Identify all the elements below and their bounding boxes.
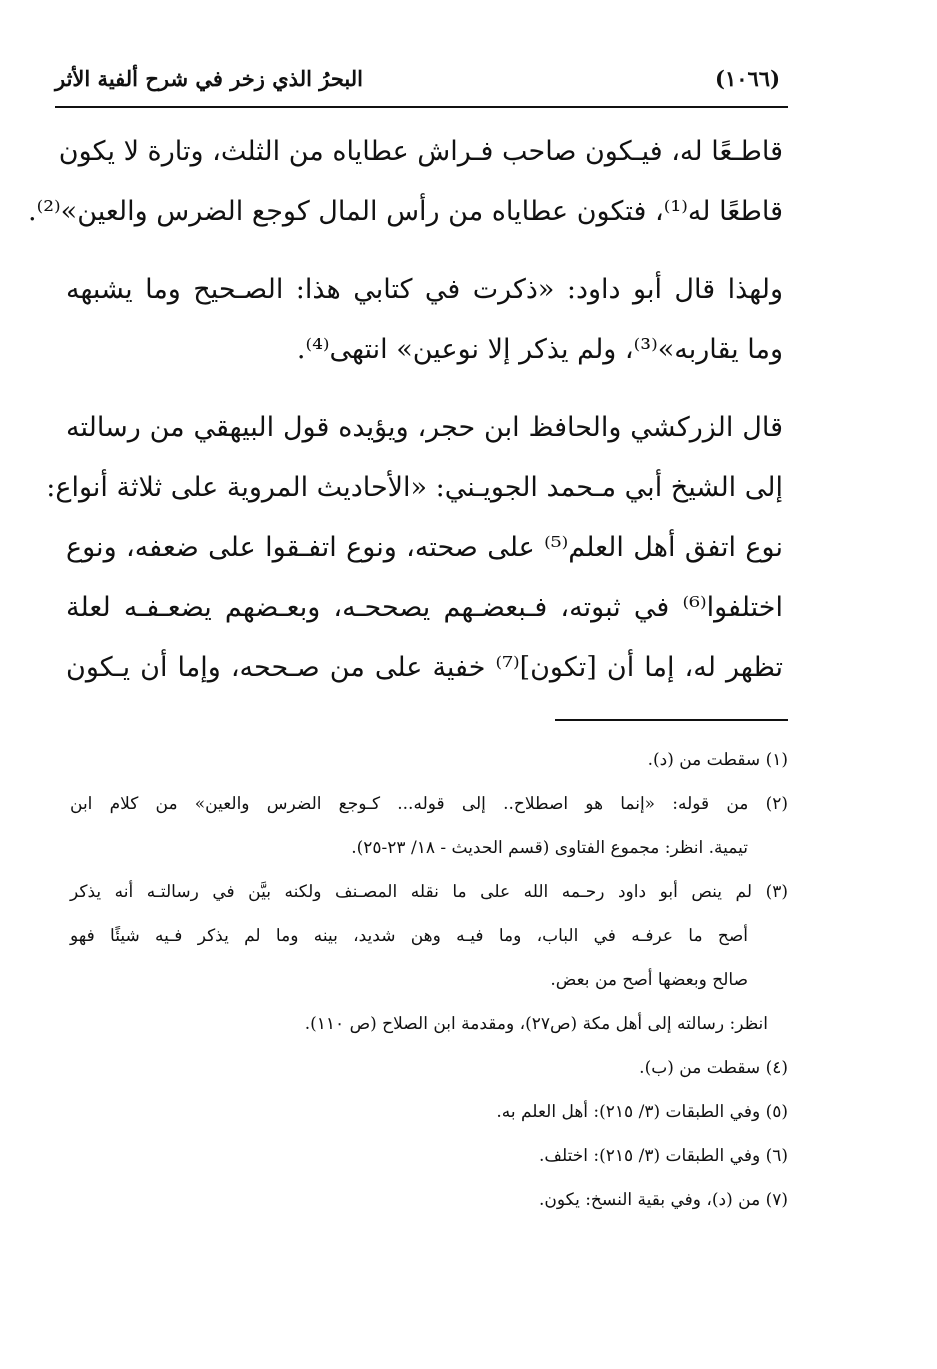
text-line: قال الزركشي والحافظ ابن حجر، ويؤيده قول البيهقي من رسالته bbox=[66, 412, 783, 443]
footnote-3-continued: صالح وبعضها أصح من بعض. bbox=[550, 970, 748, 990]
text-line: تظهر له، إما أن [تكون]⁽⁷⁾ خفية على من صـححه، وإما أن يـكون bbox=[66, 652, 783, 683]
paragraph bbox=[28, 122, 783, 242]
footnote-3: (٣) لم ينص أبو داود رحـمه الله على ما نقله المصـنف ولكنه بيَّن في رسالتـه أنه يذكر bbox=[70, 882, 788, 902]
footnote-2-continued: تيمية. انظر: مجموع الفتاوى (قسم الحديث - ١٨/ ٢٣-٢٥). bbox=[351, 838, 748, 858]
footnote-5: (٥) وفي الطبقات (٣/ ٢١٥): أهل العلم به. bbox=[496, 1102, 788, 1122]
footnote-6: (٦) وفي الطبقات (٣/ ٢١٥): اختلف. bbox=[539, 1146, 788, 1166]
footnote-3-continued: أصح ما عرفـه في الباب، وما فيـه وهن شديد، بينه وما لم يذكر فـيه شيئًا فهو bbox=[70, 926, 748, 946]
paragraph bbox=[46, 398, 783, 698]
book-title: البحرُ الذي زخر في شرح ألفية الأثر bbox=[55, 66, 363, 91]
text-line: قاطـعًا له، فيـكون صاحب فـراش عطاياه من الثلث، وتارة لا يكون bbox=[58, 136, 783, 167]
footnote-3-reference: انظر: رسالته إلى أهل مكة (ص٢٧)، ومقدمة ابن الصلاح (ص ١١٠). bbox=[304, 1014, 768, 1034]
footnote-4: (٤) سقطت من (ب). bbox=[639, 1058, 788, 1078]
footnotes bbox=[70, 738, 788, 1222]
text-line: اختلفوا⁽⁶⁾ في ثبوته، فـبعضـهم يصححـه، وبعـضهم يضعـفـه لعلة bbox=[66, 592, 783, 623]
header-divider bbox=[55, 106, 788, 108]
footnote-divider bbox=[555, 719, 788, 721]
footnote-1: (١) سقطت من (د). bbox=[647, 750, 788, 770]
text-line: نوع اتفق أهل العلم⁽⁵⁾ على صحته، ونوع اتفـقوا على ضعفه، ونوع bbox=[66, 532, 783, 563]
main-text bbox=[28, 122, 783, 716]
text-line: ولهذا قال أبو داود: «ذكرت في كتابي هذا: الصـحيح وما يشبهه bbox=[66, 274, 783, 305]
paragraph bbox=[66, 260, 783, 380]
page-number: (١٠٦٦) bbox=[715, 66, 780, 91]
text-line: وما يقاربه»⁽³⁾، ولم يذكر إلا نوعين» انتهى⁽⁴⁾. bbox=[296, 334, 783, 365]
text-line: إلى الشيخ أبي مـحمد الجويـني: «الأحاديث المروية على ثلاثة أنواع: bbox=[46, 472, 783, 503]
footnote-2: (٢) من قوله: «إنما هو اصطلاح.. إلى قوله... كـوجع الضرس والعين» من كلام ابن bbox=[70, 794, 788, 814]
running-header bbox=[55, 66, 788, 102]
text-line: قاطعًا له⁽¹⁾، فتكون عطاياه من رأس المال كوجع الضرس والعين»⁽²⁾. bbox=[28, 196, 783, 227]
footnote-7: (٧) من (د)، وفي بقية النسخ: يكون. bbox=[539, 1190, 788, 1210]
